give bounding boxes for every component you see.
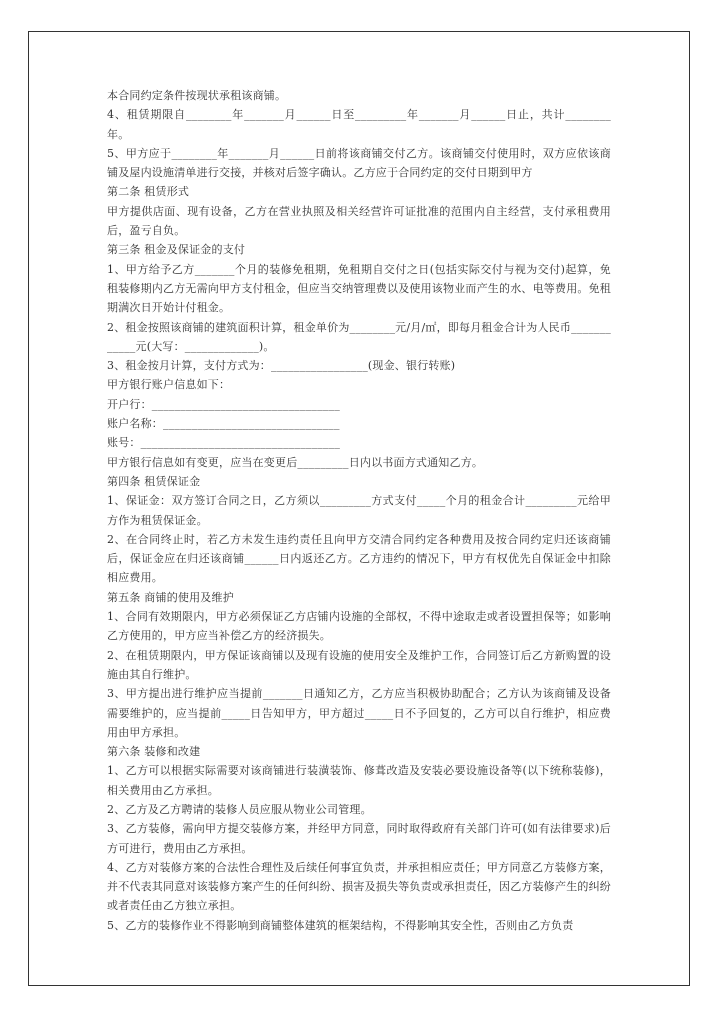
text-line: 本合同约定条件按现状承租该商铺。 bbox=[107, 89, 287, 102]
text-line: 甲方提供店面、现有设备，乙方在营业执照及相关经营许可证批准的范围内自主经营，支付承租费用后，盈亏自负。 bbox=[107, 204, 611, 238]
text-line: 5、乙方的装修作业不得影响到商铺整体建筑的框架结构，不得影响其安全性，否则由乙方负责 bbox=[107, 918, 574, 932]
contract-body bbox=[107, 86, 611, 935]
text-line: 2、在租赁期限内，甲方保证该商铺以及现有设施的使用安全及维护工作，合同签订后乙方新购置的设施由其自行维护。 bbox=[107, 648, 611, 681]
text-line: 2、乙方及乙方聘请的装修人员应服从物业公司管理。 bbox=[107, 802, 372, 816]
clause-5-delivery: 5、甲方应于________年_______月______日前将该商铺交付乙方。该商铺交付使用时，双方应依该商铺及屋内设施清单进行交接，并核对后签字确认。乙方应于合同约定的交付日期到甲方 bbox=[107, 146, 611, 180]
text-line: 1、甲方给予乙方_______个月的装修免租期，免租期自交付之日(包括实际交付与视为交付)起算，免租装修期内乙方无需向甲方支付租金，但应当交纳管理费以及使用该物业而产生的水、电等费用。免租期满次日开始计付租金。 bbox=[107, 262, 611, 315]
text-line: 2、在合同终止时，若乙方未发生违约责任且向甲方交清合同约定各种费用及按合同约定归还该商铺后，保证金应在归还该商铺______日内返还乙方。乙方违约的情况下，甲方有权优先自保证金中扣除相应费用。 bbox=[107, 532, 611, 585]
text-line: 1、乙方可以根据实际需要对该商铺进行装潢装饰、修葺改造及安装必要设施设备等(以下统称装修)，相关费用由乙方承担。 bbox=[107, 764, 611, 797]
article-4-heading: 第四条 租赁保证金 bbox=[107, 474, 201, 488]
text-line: 1、合同有效期限内，甲方必须保证乙方店铺内设施的全部权，不得中途取走或者设置担保等；如影响乙方使用的，甲方应当补偿乙方的经济损失。 bbox=[107, 610, 611, 643]
bank-name-line: 开户行：_________________________________ bbox=[107, 397, 340, 411]
text-line: 3、乙方装修，需向甲方提交装修方案，并经甲方同意，同时取得政府有关部门许可(如有法律要求)后方可进行，费用由乙方承担。 bbox=[107, 822, 611, 855]
account-name-line: 账户名称：_______________________________ bbox=[107, 417, 340, 431]
text-line: 甲方银行信息如有变更，应当在变更后_________日内以书面方式通知乙方。 bbox=[107, 455, 484, 469]
article-2-heading: 第二条 租赁形式 bbox=[107, 185, 190, 199]
text-line: 1、保证金：双方签订合同之日，乙方须以_________方式支付_____个月的租金合计_________元给甲方作为租赁保证金。 bbox=[107, 494, 611, 527]
text-line: 3、租金按月计算，支付方式为：_________________(现金、银行转账) bbox=[107, 359, 456, 373]
text-line: 4、乙方对装修方案的合法性合理性及后续任何事宜负责，并承担相应责任；甲方同意乙方装修方案，并不代表其同意对该装修方案产生的任何纠纷、损害及损失等负责或承担责任，因乙方装修产生的纠纷或者责任由乙方独立承担。 bbox=[107, 860, 611, 913]
article-6-heading: 第六条 装修和改建 bbox=[107, 745, 201, 759]
text-line: 甲方银行账户信息如下： bbox=[107, 378, 231, 392]
article-5-heading: 第五条 商铺的使用及维护 bbox=[107, 590, 234, 604]
text-line: 2、租金按照该商铺的建筑面积计算，租金单价为________元/月/㎡，即每月租金合计为人民币____________元(大写：_____________)。 bbox=[107, 320, 611, 353]
article-3-heading: 第三条 租金及保证金的支付 bbox=[107, 243, 246, 257]
account-number-line: 账号：___________________________________ bbox=[107, 436, 341, 450]
text-line: 3、甲方提出进行维护应当提前_______日通知乙方，乙方应当积极协助配合；乙方认为该商铺及设备需要维护的，应当提前_____日告知甲方，甲方超过_____日不予回复的，乙方可以自行维护，相应费用由甲方承担。 bbox=[107, 687, 612, 739]
clause-4-lease-term: 4、租赁期限自________年_______月______日至_________年_______月______日止，共计________年。 bbox=[107, 108, 611, 141]
